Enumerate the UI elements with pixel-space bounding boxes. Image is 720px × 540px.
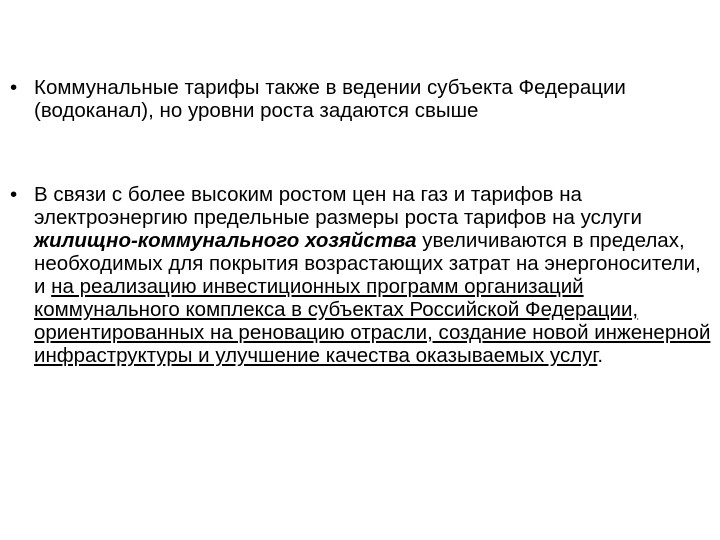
emphasis-housing-utilities: жилищно-коммунального хозяйства xyxy=(34,229,417,252)
bullet-text: Коммунальные тарифы также в ведении субъекта Федерации (водоканал), но уровни роста задаются свыше xyxy=(34,76,626,122)
underlined-investment-programs: на реализацию инвестиционных программ организаций коммунального комплекса в субъектах Российской Федерации, ориентированных на реновацию отрасли, создание новой инженерной инфраструктуры и улучшение качества оказываемых услуг xyxy=(34,275,711,367)
bullet-text xyxy=(34,183,712,367)
bullet-dot-icon: • xyxy=(10,76,18,99)
bullet-text-part1: В связи с более высоким ростом цен на газ и тарифов на электроэнергию предельные размеры роста тарифов на услуги xyxy=(34,183,642,229)
bullet-text-part2: увеличиваются в пределах, необходимых для покрытия возрастающих затрат на энергоносители, и xyxy=(34,229,701,298)
bullet-dot-icon: • xyxy=(10,183,18,206)
bullet-item-growth xyxy=(10,183,712,367)
bullet-text-end: . xyxy=(597,344,604,367)
bullet-item-tariffs xyxy=(10,76,712,122)
